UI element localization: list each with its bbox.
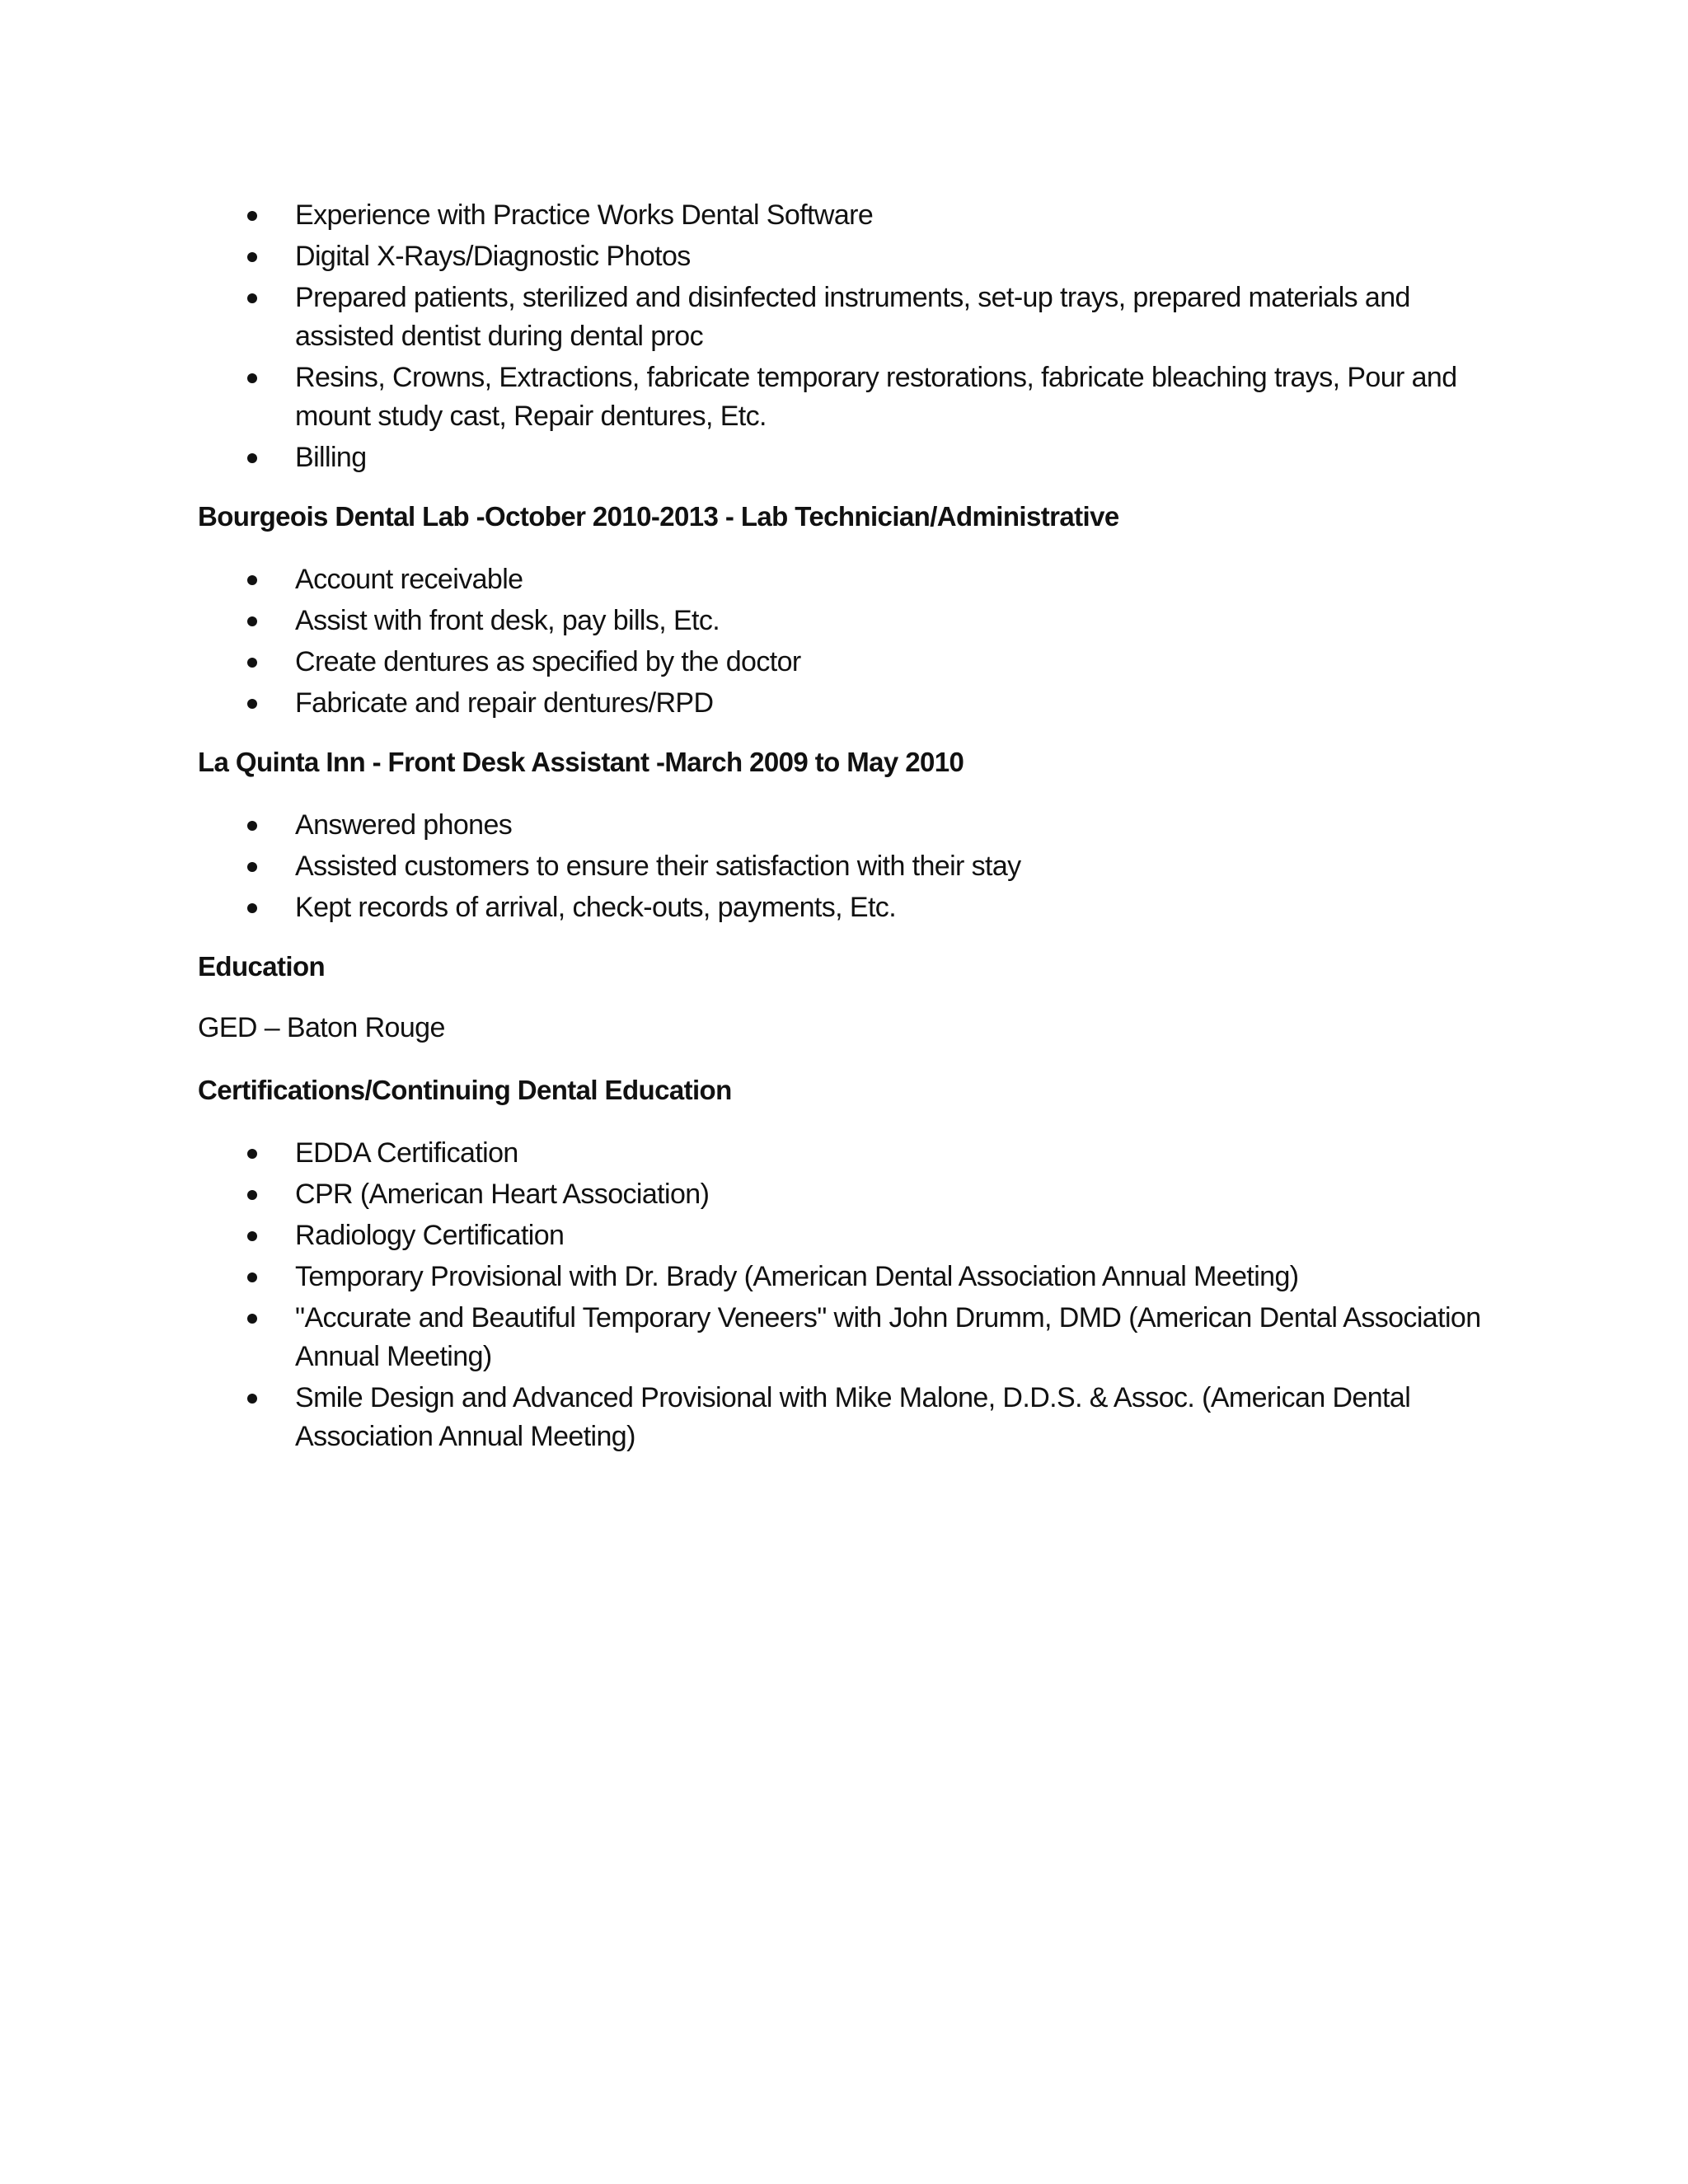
duties-list-bourgeois [198, 560, 1484, 723]
list-item [198, 237, 1484, 276]
list-item [198, 196, 1484, 235]
bullet-icon [247, 1149, 257, 1159]
list-item [198, 279, 1484, 356]
education-heading: Education [198, 951, 326, 982]
list-item-text: Smile Design and Advanced Provisional with Mike Malone, D.D.S. & Assoc. (American Dental Association Annual Meeting) [295, 1382, 1411, 1452]
list-item-text: Fabricate and repair dentures/RPD [295, 687, 714, 719]
bullet-icon [247, 1314, 257, 1324]
list-item-text: Billing [295, 442, 367, 473]
list-item-text: Experience with Practice Works Dental Software [295, 199, 874, 231]
list-item [198, 684, 1484, 723]
job-heading-bourgeois: Bourgeois Dental Lab -October 2010-2013 - Lab Technician/Administrative [198, 501, 1119, 532]
education-entry: GED – Baton Rouge [198, 1012, 445, 1043]
list-item [198, 438, 1484, 477]
duties-list-laquinta [198, 806, 1484, 927]
list-item-text: Prepared patients, sterilized and disinfected instruments, set-up trays, prepared materials and assisted dentist during dental proc [295, 282, 1410, 352]
list-item-text: Kept records of arrival, check-outs, payments, Etc. [295, 892, 897, 923]
bullet-icon [247, 903, 257, 913]
bullet-icon [247, 1272, 257, 1282]
bullet-icon [247, 1231, 257, 1241]
list-item [198, 847, 1484, 886]
list-item [198, 1134, 1484, 1173]
bullet-icon [247, 252, 257, 262]
list-item-text: Create dentures as specified by the doctor [295, 646, 801, 677]
job-heading-laquinta: La Quinta Inn - Front Desk Assistant -March 2009 to May 2010 [198, 747, 964, 777]
list-item-text: Resins, Crowns, Extractions, fabricate temporary restorations, fabricate bleaching trays, Pour and mount study cast, Repair dentures, Etc. [295, 362, 1457, 432]
list-item-text: Digital X-Rays/Diagnostic Photos [295, 241, 691, 272]
list-item [198, 1379, 1484, 1456]
list-item [198, 1299, 1484, 1376]
list-item-text: "Accurate and Beautiful Temporary Veneers" with John Drumm, DMD (American Dental Association Annual Meeting) [295, 1302, 1481, 1372]
bullet-icon [247, 453, 257, 463]
resume-content [198, 196, 1484, 1459]
duties-list-dental-assistant [198, 196, 1484, 477]
bullet-icon [247, 616, 257, 626]
list-item [198, 1175, 1484, 1214]
list-item-text: CPR (American Heart Association) [295, 1179, 710, 1210]
bullet-icon [247, 373, 257, 383]
bullet-icon [247, 699, 257, 709]
list-item [198, 643, 1484, 682]
list-item [198, 1258, 1484, 1296]
certifications-heading: Certifications/Continuing Dental Education [198, 1075, 732, 1105]
list-item [198, 1216, 1484, 1255]
bullet-icon [247, 575, 257, 585]
list-item-text: EDDA Certification [295, 1137, 518, 1169]
certifications-list [198, 1134, 1484, 1456]
list-item-text: Account receivable [295, 564, 523, 595]
bullet-icon [247, 658, 257, 668]
bullet-icon [247, 1190, 257, 1200]
list-item-text: Temporary Provisional with Dr. Brady (American Dental Association Annual Meeting) [295, 1261, 1299, 1292]
bullet-icon [247, 293, 257, 303]
list-item-text: Assisted customers to ensure their satisfaction with their stay [295, 851, 1021, 882]
bullet-icon [247, 862, 257, 872]
bullet-icon [247, 821, 257, 831]
list-item [198, 359, 1484, 436]
bullet-icon [247, 1394, 257, 1404]
bullet-icon [247, 211, 257, 221]
list-item [198, 806, 1484, 845]
list-item [198, 888, 1484, 927]
list-item-text: Assist with front desk, pay bills, Etc. [295, 605, 720, 636]
list-item [198, 560, 1484, 599]
list-item-text: Radiology Certification [295, 1220, 565, 1251]
list-item [198, 602, 1484, 640]
list-item-text: Answered phones [295, 809, 513, 841]
